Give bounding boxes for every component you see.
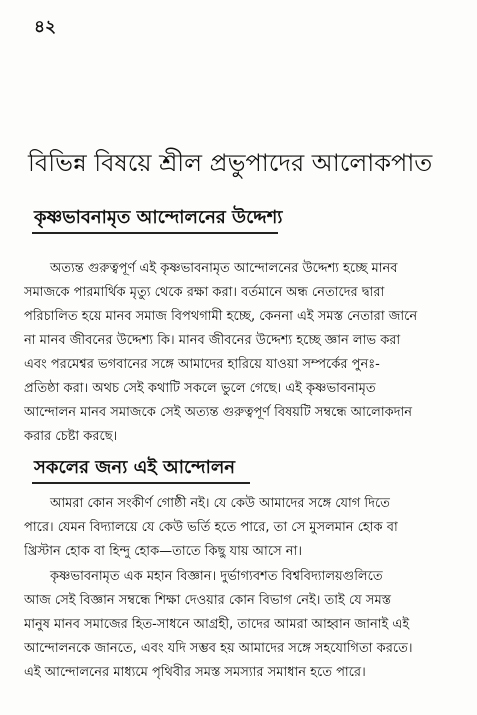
paragraph-purpose xyxy=(24,257,458,449)
page-number: ৪২ xyxy=(34,17,57,37)
paragraph-line: সমাজকে পারমার্থিক মৃত্যু থেকে রক্ষা করা। বর্তমানে অন্ধ নেতাদের দ্বারা xyxy=(24,285,385,300)
paragraph-line: আন্দোলন মানব সমাজকে সেই অত্যন্ত গুরুত্বপূর্ণ বিষয়টি সম্বন্ধে আলোকদান xyxy=(24,405,413,420)
paragraph-line: কৃষ্ণভাবনামৃত এক মহান বিজ্ঞান। দুর্ভাগ্যবশত বিশ্ববিদ্যালয়গুলিতে xyxy=(50,569,383,584)
paragraph-line: আজ সেই বিজ্ঞান সম্বন্ধে শিক্ষা দেওয়ার কোন বিভাগ নেই। তাই যে সমস্ত xyxy=(24,593,392,608)
paragraph-line: এই আন্দোলনের মাধ্যমে পৃথিবীর সমস্ত সমস্যার সমাধান হতে পারে। xyxy=(24,665,366,680)
paragraph-line: খ্রিস্টান হোক বা হিন্দু হোক—তাতে কিছু যায় আসে না। xyxy=(24,544,302,559)
paragraph-great-science xyxy=(24,565,458,685)
section-heading-underline xyxy=(32,482,250,484)
paragraph-line: পরিচালিত হয়ে মানব সমাজ বিপথগামী হচ্ছে, কেননা এই সমস্ত নেতারা জানে xyxy=(24,309,418,324)
paragraph-line: অত্যন্ত গুরুত্বপূর্ণ এই কৃষ্ণভাবনামৃত আন্দোলনের উদ্দেশ্য হচ্ছে মানব xyxy=(50,261,398,276)
paragraph-line: আন্দোলনকে জানতে, এবং যদি সম্ভব হয় আমাদের সঙ্গে সহযোগিতা করতে। xyxy=(24,641,413,656)
section-heading-purpose: কৃষ্ণভাবনামৃত আন্দোলনের উদ্দেশ্য xyxy=(34,207,283,228)
paragraph-line: প্রতিষ্ঠা করা। অথচ সেই কথাটি সকলে ভুলে গেছে। এই কৃষ্ণভাবনামৃত xyxy=(24,381,376,396)
paragraph-line: না মানব জীবনের উদ্দেশ্য কি। মানব জীবনের উদ্দেশ্য হচ্ছে জ্ঞান লাভ করা xyxy=(24,333,401,348)
paragraph-line: পারে। যেমন বিদ্যালয়ে যে কেউ ভর্তি হতে পারে, তা সে মুসলমান হোক বা xyxy=(24,520,398,535)
paragraph-not-sectarian xyxy=(24,492,458,564)
paragraph-line: এবং পরমেশ্বর ভগবানের সঙ্গে আমাদের হারিয়ে যাওয়া সম্পর্কের পুনঃ- xyxy=(24,357,380,372)
chapter-title: বিভিন্ন বিষয়ে শ্রীল প্রভুপাদের আলোকপাত xyxy=(28,149,433,177)
paragraph-line: আমরা কোন সংকীর্ণ গোষ্ঠী নই। যে কেউ আমাদের সঙ্গে যোগ দিতে xyxy=(50,496,390,511)
paragraph-line: করার চেষ্টা করছে। xyxy=(24,429,118,444)
section-heading-underline xyxy=(32,232,278,234)
paragraph-line: মানুষ মানব সমাজের হিত-সাধনে আগ্রহী, তাদের আমরা আহ্বান জানাই এই xyxy=(24,617,410,632)
section-heading-for-everyone: সকলের জন্য এই আন্দোলন xyxy=(34,457,235,478)
